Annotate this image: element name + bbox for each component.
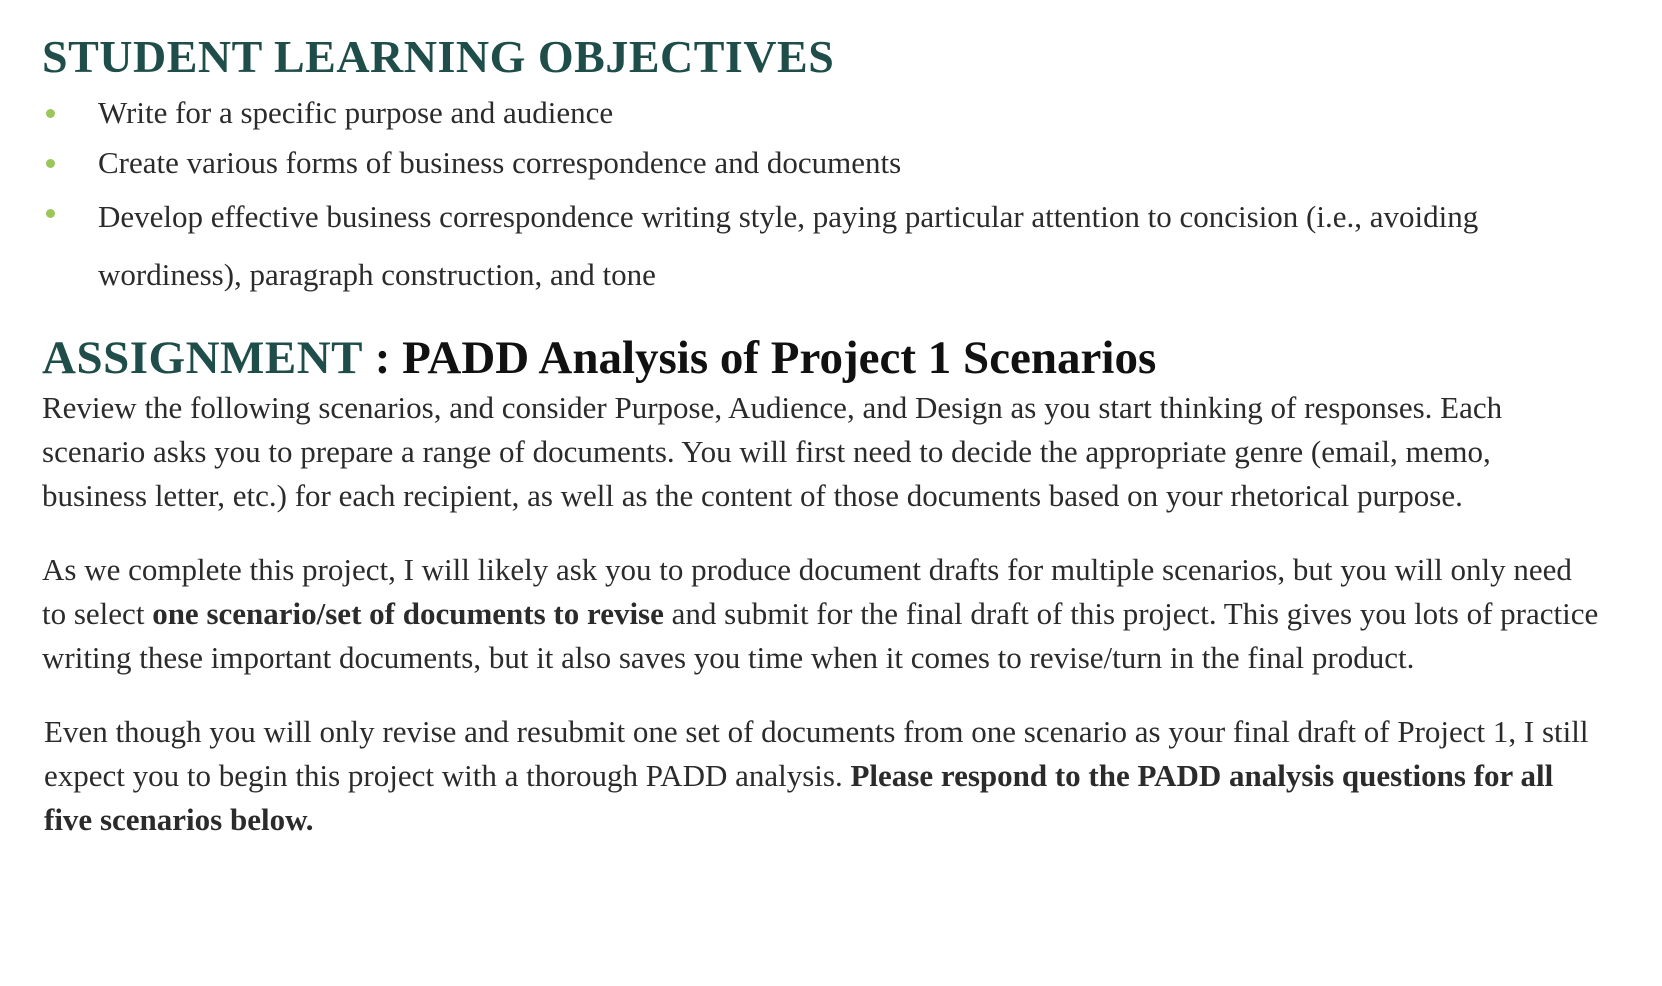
assignment-paragraph-1: Review the following scenarios, and consider Purpose, Audience, and Design as you start thinking of responses. Each scenario asks you to prepare a range of documents. You will first need to decide the appropriate genre (email, memo, business letter, etc.) for each recipient, as well as the content of those documents based on your rhetorical purpose. bbox=[42, 390, 1503, 513]
objective-item bbox=[42, 188, 1602, 304]
paragraph-text: Even though you will only revise and resubmit one set of documents from one scenario as your final draft of Project 1, I still expect you to begin this project with a thorough PADD analysis. bbox=[44, 714, 1589, 793]
assignment-separator: : bbox=[363, 332, 403, 384]
objective-item bbox=[42, 138, 1602, 188]
bullet-icon bbox=[46, 159, 55, 168]
assignment-heading bbox=[42, 330, 1602, 386]
objective-text: Develop effective business correspondence writing style, paying particular attention to concision (i.e., avoiding wordiness), paragraph construction, and tone bbox=[98, 199, 1479, 292]
emphasis-text: one scenario/set of documents to revise bbox=[152, 596, 664, 631]
bullet-icon bbox=[46, 109, 55, 118]
emphasis-text: Please respond to the PADD analysis questions for all five scenarios below. bbox=[44, 758, 1554, 837]
assignment-title: PADD Analysis of Project 1 Scenarios bbox=[402, 332, 1157, 384]
bullet-icon bbox=[46, 209, 55, 218]
assignment-paragraph-3 bbox=[42, 710, 1602, 842]
paragraph-text: and submit for the final draft of this project. This gives you lots of practice writing these important documents, but it also saves you time when it comes to revise/turn in the final product. bbox=[42, 596, 1599, 675]
assignment-paragraph-2 bbox=[42, 548, 1602, 680]
assignment-label: ASSIGNMENT bbox=[42, 332, 364, 384]
objective-text: Write for a specific purpose and audience bbox=[98, 95, 614, 130]
objectives-list bbox=[42, 88, 1602, 304]
objective-text: Create various forms of business correspondence and documents bbox=[98, 145, 902, 180]
objective-item bbox=[42, 88, 1602, 138]
objectives-heading: STUDENT LEARNING OBJECTIVES bbox=[42, 31, 835, 82]
paragraph-text: As we complete this project, I will likely ask you to produce document drafts for multiple scenarios, but you will only need to select bbox=[42, 552, 1572, 631]
